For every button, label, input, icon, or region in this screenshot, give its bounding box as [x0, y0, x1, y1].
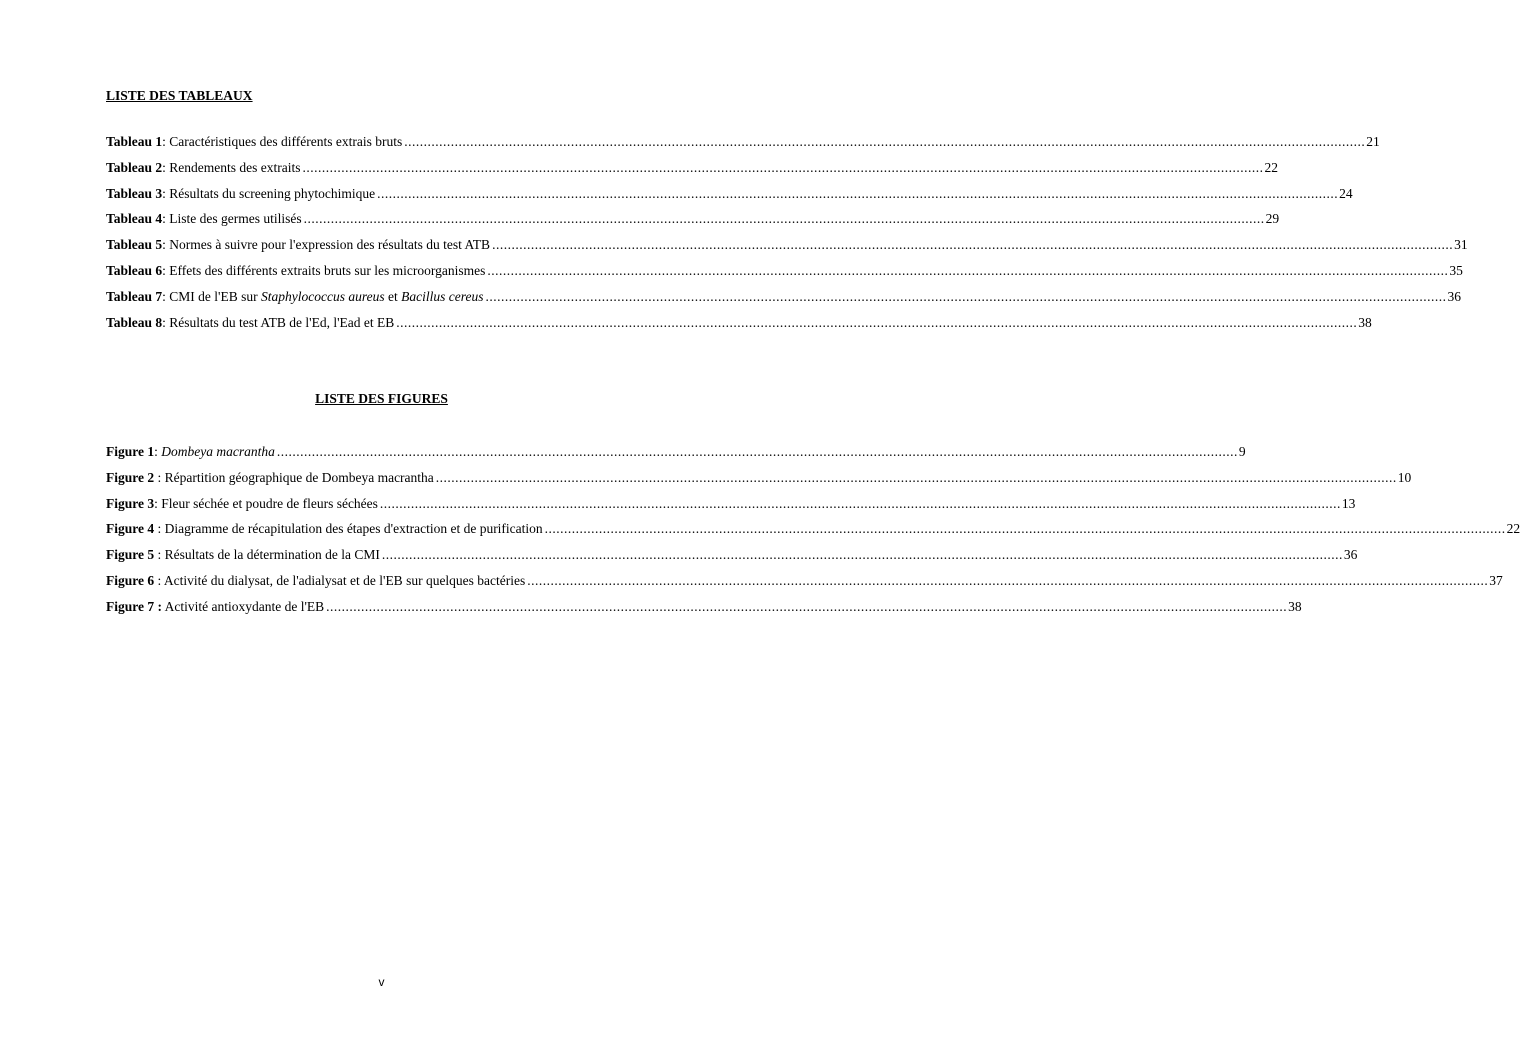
toc-entry-figure-2[interactable]: Figure 2 : Répartition géographique de Dombeya macrantha ..... 10 [106, 465, 655, 491]
toc-entry-figure-6[interactable]: Figure 6 : Activité du dialysat, de l'adialysat et de l'EB sur quelques bactéries ..... 37 [106, 568, 655, 594]
toc-entry-figure-4[interactable]: Figure 4 : Diagramme de récapitulation des étapes d'extraction et de purification ..... 22 [106, 516, 655, 542]
entry-label: Figure 6 [106, 572, 155, 588]
dot-leader [380, 491, 1341, 517]
entry-title: Répartition géographique de Dombeya macrantha [164, 469, 434, 485]
dot-leader [487, 258, 1448, 284]
entry-title-part: CMI de l'EB sur [169, 288, 261, 304]
entry-title: Diagramme de récapitulation des étapes d'extraction et de purification [164, 521, 543, 537]
entry-label: Figure 3 [106, 495, 155, 511]
entry-page-number: 36 [1343, 547, 1358, 563]
toc-entry-tableau-7[interactable]: Tableau 7: CMI de l'EB sur Staphylococcus aureus et Bacillus cereus ..... 36 [106, 284, 655, 310]
footer-page-number: v [378, 975, 385, 989]
entry-page-number: 37 [1489, 572, 1503, 588]
entry-page-number: 22 [1264, 159, 1279, 175]
toc-entry-figure-7[interactable] [106, 594, 1302, 620]
entry-title: Liste des germes utilisés [169, 211, 302, 227]
entry-label: Figure 4 [106, 521, 155, 537]
toc-entry-tableau-5[interactable]: Tableau 5: Normes à suivre pour l'expression des résultats du test ATB ..... 31 [106, 232, 655, 258]
dot-leader [304, 206, 1265, 232]
entry-page-number: 36 [1447, 288, 1461, 304]
dot-leader [545, 516, 1506, 542]
dot-leader [326, 594, 1287, 620]
entry-label: Tableau 7 [106, 288, 163, 304]
dot-leader [382, 542, 1343, 568]
entry-page-number: 13 [1341, 495, 1356, 511]
entry-label: Tableau 5 [106, 237, 163, 253]
figures-list-heading: LISTE DES FIGURES [315, 391, 448, 406]
tables-list [106, 129, 1468, 335]
entry-label: Tableau 8 [106, 314, 163, 330]
toc-entry-tableau-6[interactable]: Tableau 6: Effets des différents extraits bruts sur les microorganismes ..... 35 [106, 258, 655, 284]
entry-page-number: 31 [1454, 237, 1468, 253]
tables-list-heading: LISTE DES TABLEAUX [106, 88, 253, 103]
dot-leader [396, 310, 1357, 336]
toc-entry-tableau-3[interactable]: Tableau 3: Résultats du screening phytochimique ..... 24 [106, 181, 655, 207]
toc-entry-tableau-2[interactable]: Tableau 2: Rendements des extraits ..... 22 [106, 155, 655, 181]
toc-entry-figure-5[interactable]: Figure 5 : Résultats de la détermination de la CMI ..... 36 [106, 542, 655, 568]
dot-leader [527, 568, 1488, 594]
entry-label: Figure 2 [106, 469, 155, 485]
entry-label: Tableau 3 [106, 185, 163, 201]
entry-title: Normes à suivre pour l'expression des résultats du test ATB [169, 237, 491, 253]
entry-page-number: 9 [1238, 444, 1246, 459]
entry-label: Figure 7 : [106, 598, 162, 614]
dot-leader [277, 439, 1238, 465]
entry-label: Figure 1 [106, 444, 155, 459]
species-name-bacillus: Bacillus cereus [401, 288, 484, 304]
toc-entry-tableau-8[interactable]: Tableau 8: Résultats du test ATB de l'Ed, l'Ead et EB ..... 38 [106, 310, 655, 336]
entry-page-number: 35 [1449, 262, 1463, 278]
toc-entry-tableau-1[interactable]: Tableau 1: Caractéristiques des différents extrais bruts ..... 21 [106, 129, 655, 155]
entry-page-number: 29 [1265, 211, 1280, 227]
entry-title: Activité antioxydante de l'EB [164, 598, 325, 614]
toc-entry-figure-3[interactable]: Figure 3: Fleur séchée et poudre de fleurs séchées ..... 13 [106, 491, 655, 517]
entry-title: Résultats de la détermination de la CMI [164, 547, 380, 563]
entry-title: Effets des différents extraits bruts sur les microorganismes [169, 262, 486, 278]
dot-leader [485, 284, 1446, 310]
entry-page-number: 24 [1339, 185, 1353, 201]
entry-label: Tableau 1 [106, 134, 163, 149]
entry-title: Fleur séchée et poudre de fleurs séchées [161, 495, 378, 511]
entry-page-number: 22 [1506, 521, 1520, 537]
entry-label: Figure 5 [106, 547, 155, 563]
entry-page-number: 38 [1288, 598, 1302, 614]
entry-page-number: 38 [1358, 314, 1372, 330]
entry-page-number: 21 [1366, 134, 1380, 149]
species-name-staphylococcus: Staphylococcus aureus [260, 288, 385, 304]
entry-title: Résultats du screening phytochimique [169, 185, 376, 201]
entry-title-part: et [384, 288, 402, 304]
entry-title: Résultats du test ATB de l'Ed, l'Ead et EB [169, 314, 395, 330]
dot-leader [377, 181, 1338, 207]
dot-leader [436, 465, 1397, 491]
dot-leader [303, 155, 1264, 181]
entry-title: Caractéristiques des différents extrais bruts [169, 134, 403, 149]
toc-entry-figure-1[interactable]: Figure 1: Dombeya macrantha ..... 9 [106, 439, 655, 465]
toc-entry-tableau-4[interactable]: Tableau 4: Liste des germes utilisés ..... 29 [106, 206, 655, 232]
entry-page-number: 10 [1397, 469, 1412, 485]
entry-title: Dombeya macrantha [161, 444, 275, 459]
entry-label: Tableau 2 [106, 159, 163, 175]
dot-leader [404, 129, 1365, 155]
dot-leader [492, 232, 1453, 258]
entry-title: Activité du dialysat, de l'adialysat et de l'EB sur quelques bactéries [163, 572, 526, 588]
entry-title: Rendements des extraits [169, 159, 301, 175]
figures-list [106, 439, 1520, 620]
entry-label: Tableau 4 [106, 211, 163, 227]
entry-label: Tableau 6 [106, 262, 163, 278]
